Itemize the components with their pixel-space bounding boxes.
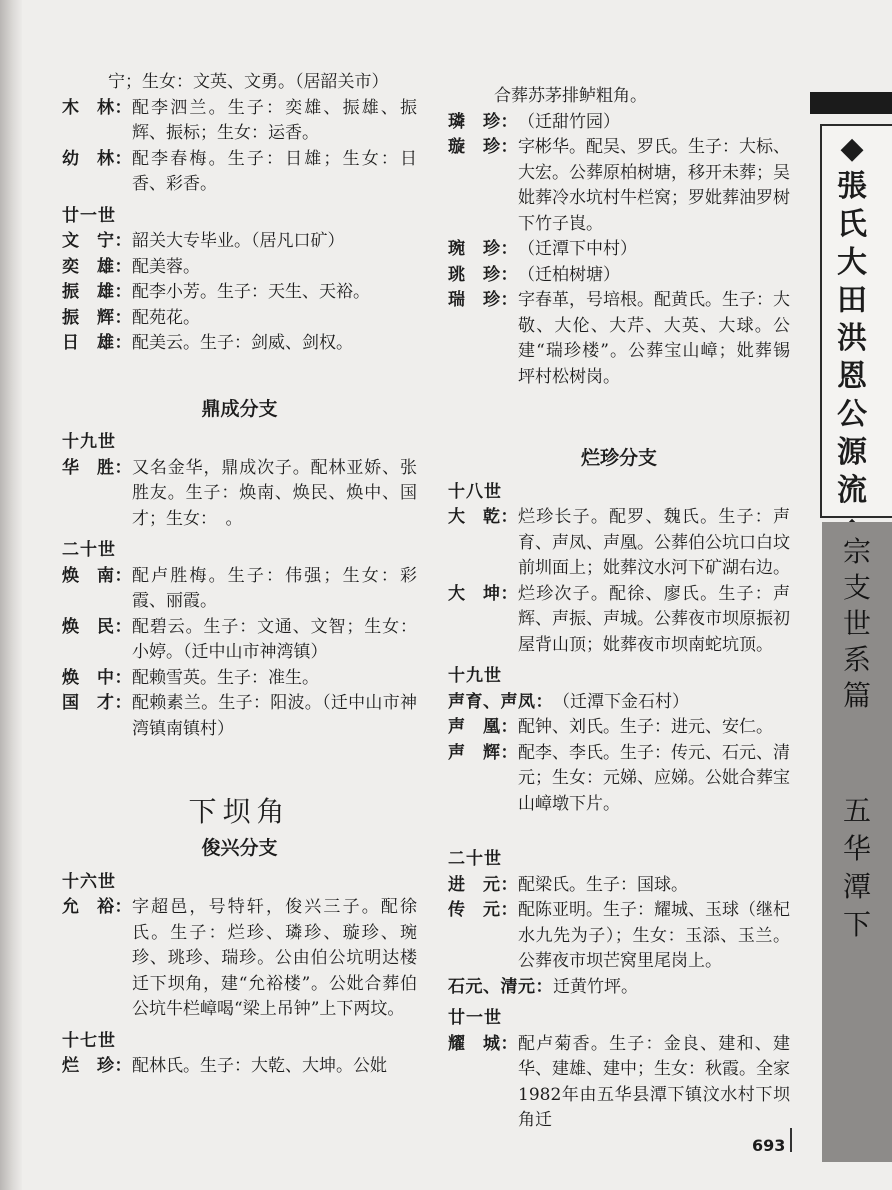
generation-heading: 廿一世 <box>448 1008 502 1028</box>
genealogy-entry <box>62 456 417 533</box>
genealogy-entry <box>62 564 417 615</box>
genealogy-entry <box>62 615 417 666</box>
entry-text: 配碧云。生子：文通、文智；生女：小婷。（迁中山市神湾镇） <box>132 616 417 662</box>
genealogy-entry <box>448 110 790 136</box>
genealogy-entry <box>448 237 790 263</box>
generation-heading: 二十世 <box>62 540 116 560</box>
entry-text: 配陈亚明。生子：耀城、玉球（继杞水九先为子）；生女：玉添、玉兰。公葬夜市坝芒窝里尾岗上。 <box>518 900 790 971</box>
entry-text: 配卢菊香。生子：金良、建和、建华、建雄、建中；生女：秋霞。全家1982年由五华县潭下镇汶水村下坝角迁 <box>518 1033 790 1130</box>
entry-name: 焕 民： <box>62 616 132 637</box>
entry-name: 烂 珍： <box>62 1056 132 1076</box>
entry-text: 配钟、刘氏。生子：进元、安仁。 <box>518 717 773 737</box>
entry-name: 木 林： <box>62 97 132 118</box>
genealogy-entry <box>62 280 417 306</box>
entry-name: 华 胜： <box>62 457 132 478</box>
entry-name: 璇 珍： <box>448 137 518 157</box>
entry-text: 配梁氏。生子：国球。 <box>518 874 688 895</box>
genealogy-entry <box>448 741 790 818</box>
page-number: 693 <box>752 1136 786 1155</box>
genealogy-entry <box>448 263 790 289</box>
entry-name: 石元、清元： <box>448 976 553 997</box>
entry-text: 迁黄竹坪。 <box>553 976 638 997</box>
entry-name: 琬 珍： <box>448 239 518 259</box>
genealogy-entry <box>448 873 790 899</box>
genealogy-entry <box>62 96 417 147</box>
entry-name: 大 乾： <box>448 507 518 527</box>
branch-heading: 俊兴分支 <box>201 837 278 859</box>
entry-continuation: 合葬苏茅排鲈粗角。 <box>494 86 647 106</box>
genealogy-entry <box>62 331 417 357</box>
side-tab-bar <box>810 92 892 114</box>
entry-name: 焕 中： <box>62 667 132 688</box>
genealogy-entry <box>448 135 790 237</box>
generation-heading: 廿一世 <box>62 205 116 226</box>
genealogy-entry <box>62 147 417 198</box>
genealogy-entry <box>448 582 790 659</box>
generation-heading: 十七世 <box>62 1030 116 1051</box>
page-number-rule <box>790 1128 792 1152</box>
entry-text: 配苑花。 <box>132 307 200 328</box>
genealogy-entry <box>448 975 790 1001</box>
genealogy-entry <box>62 895 417 1023</box>
branch-heading: 鼎成分支 <box>201 397 278 420</box>
genealogy-entry <box>62 666 417 692</box>
entry-name: 声 辉： <box>448 742 518 763</box>
entry-name: 传 元： <box>448 900 518 920</box>
branch-heading: 烂珍分支 <box>580 447 657 469</box>
generation-heading: 十八世 <box>448 481 502 502</box>
page-binding-shadow <box>0 0 22 1190</box>
side-tab-title-box <box>820 124 892 518</box>
entry-text: 配李泗兰。生子：奕雄、振雄、振辉、振标；生女：运香。 <box>132 97 417 143</box>
entry-text: 字超邑，号特轩，俊兴三子。配徐氏。生子：烂珍、璘珍、璇珍、琬珍、珧珍、瑞珍。公由伯公坑明达楼迁下坝角，建“允裕楼”。公妣合葬伯公坑牛栏嶂喝“梁上吊钟”上下两坟。 <box>132 897 417 1019</box>
genealogy-entry <box>448 690 790 716</box>
entry-text: 配李、李氏。生子：传元、石元、清元；生女：元娣、应娣。公妣合葬宝山嶂墩下片。 <box>518 742 790 814</box>
entry-text: 配美云。生子：剑威、剑权。 <box>132 333 353 353</box>
entry-name: 大 坤： <box>448 583 518 604</box>
entry-continuation: 宁；生女：文英、文勇。（居韶关市） <box>108 72 389 92</box>
entry-text: 字春革，号培根。配黄氏。生子：大敬、大伦、大芹、大英、大球。公建“瑞珍楼”。公葬宝山嶂；妣葬锡坪村松树岗。 <box>518 290 790 387</box>
entry-name: 奕 雄： <box>62 256 132 277</box>
genealogy-entry <box>448 505 790 582</box>
entry-name: 允 裕： <box>62 897 132 917</box>
genealogy-entry <box>62 306 417 332</box>
entry-text: （迁潭下中村） <box>518 239 637 259</box>
entry-name: 焕 南： <box>62 565 132 586</box>
entry-text: 又名金华，鼎成次子。配林亚娇、张胜友。生子：焕南、焕民、焕中、国才；生女： 。 <box>132 457 417 529</box>
entry-name: 幼 林： <box>62 148 132 169</box>
side-tab-section-box <box>822 522 892 1162</box>
entry-name: 声 凰： <box>448 717 518 737</box>
genealogy-entry <box>62 255 417 281</box>
genealogy-entry <box>62 229 417 255</box>
generation-heading: 十九世 <box>62 432 116 452</box>
entry-text: 韶关大专毕业。（居凡口矿） <box>132 231 345 251</box>
section-heading: 下坝角 <box>188 795 291 828</box>
entry-name: 日 雄： <box>62 333 132 353</box>
entry-text: 配林氏。生子：大乾、大坤。公妣 <box>132 1056 387 1076</box>
entry-name: 耀 城： <box>448 1033 518 1054</box>
entry-text: 配卢胜梅。生子：伟强；生女：彩霞、丽霞。 <box>132 565 417 611</box>
entry-name: 珧 珍： <box>448 264 518 285</box>
entry-text: 配李小芳。生子：天生、天裕。 <box>132 282 370 302</box>
genealogy-entry <box>62 691 417 742</box>
entry-text: （迁柏树塘） <box>518 264 620 285</box>
entry-text: 烂珍长子。配罗、魏氏。生子：声育、声凤、声凰。公葬伯公坑口白坟前圳面上；妣葬汶水河下矿湖右边。 <box>518 507 790 578</box>
entry-name: 振 雄： <box>62 282 132 302</box>
right-column <box>448 84 790 1134</box>
entry-name: 振 辉： <box>62 307 132 328</box>
genealogy-entry <box>62 1054 417 1080</box>
entry-text: 配赖雪英。生子：准生。 <box>132 667 319 688</box>
entry-name: 声育、声凤： <box>448 691 553 712</box>
entry-text: 配美蓉。 <box>132 256 200 277</box>
entry-name: 国 才： <box>62 693 132 713</box>
genealogy-entry <box>448 288 790 390</box>
side-tab-place: 五 华 潭 下 <box>842 794 871 941</box>
entry-text: 字彬华。配吴、罗氏。生子：大标、大宏。公葬原柏树塘，移开未葬；吴妣葬冷水坑村牛栏窝；罗妣葬油罗树下竹子崀。 <box>518 137 790 234</box>
genealogy-entry <box>448 1032 790 1134</box>
entry-text: （迁潭下金石村） <box>553 691 689 712</box>
genealogy-entry <box>448 715 790 741</box>
entry-name: 文 宁： <box>62 231 132 251</box>
generation-heading: 十六世 <box>62 871 116 892</box>
genealogy-entry <box>448 898 790 975</box>
generation-heading: 二十世 <box>448 849 502 869</box>
entry-text: （迁甜竹园） <box>518 111 620 132</box>
entry-text: 配赖素兰。生子：阳波。（迁中山市神湾镇南镇村） <box>132 693 417 739</box>
entry-name: 进 元： <box>448 874 518 895</box>
side-tab-title: ◆ 張 氏 大 田 洪 恩 公 源 流 <box>837 131 867 508</box>
entry-name: 璘 珍： <box>448 111 518 132</box>
generation-heading: 十九世 <box>448 666 502 686</box>
left-column <box>62 70 417 1080</box>
side-tab-section: 宗 支 世 系 篇 <box>842 535 871 712</box>
entry-name: 瑞 珍： <box>448 290 518 310</box>
entry-text: 烂珍次子。配徐、廖氏。生子：声辉、声振、声城。公葬夜市坝原振初屋背山顶；妣葬夜市坝南蛇坑顶。 <box>518 583 790 655</box>
entry-text: 配李春梅。生子：日雄；生女：日香、彩香。 <box>132 148 417 194</box>
